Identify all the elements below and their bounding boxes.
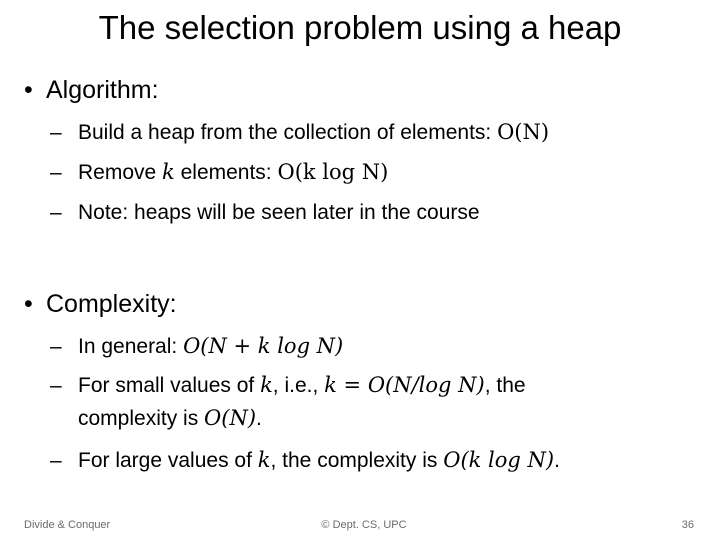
large-k-text: For large values of — [78, 449, 258, 472]
footer-left: Divide & Conquer — [24, 519, 111, 531]
small-k-math: k = O(N/log N) — [324, 373, 485, 397]
footer-center: © Dept. CS, UPC — [321, 519, 407, 531]
page-number: 36 — [681, 519, 694, 531]
sub-bullet-note — [50, 199, 480, 226]
sub-bullet-small-k — [50, 372, 526, 399]
var-k: k — [162, 160, 175, 184]
small-k-text-c: , the — [484, 374, 526, 397]
var-k: k — [257, 448, 271, 472]
bullet-algorithm — [24, 74, 159, 106]
heading-complexity: Complexity: — [46, 290, 177, 318]
bullet-dot: • — [24, 290, 33, 318]
dash: – — [50, 121, 62, 144]
large-k-math: O(k log N) — [443, 448, 555, 472]
note-text: Note: heaps will be seen later in the course — [78, 201, 480, 224]
large-k-text-c: . — [554, 449, 560, 472]
remove-text: Remove — [78, 161, 163, 184]
small-k-continuation — [78, 405, 262, 432]
sub-bullet-large-k — [50, 447, 560, 474]
dash: – — [50, 335, 62, 358]
small-k-text-b: , i.e., — [272, 374, 325, 397]
general-math: O(N + k log N) — [183, 334, 344, 358]
small-k-line2-text: complexity is — [78, 407, 205, 430]
slide-title: The selection problem using a heap — [98, 9, 622, 46]
dash: – — [50, 374, 62, 397]
bullet-complexity — [24, 288, 177, 320]
general-text: In general: — [78, 335, 184, 358]
build-heap-text: Build a heap from the collection of elements: — [78, 121, 498, 144]
build-heap-math: O(N) — [497, 120, 550, 144]
sub-bullet-build-heap — [50, 119, 549, 146]
large-k-text-b: , the complexity is — [270, 449, 444, 472]
small-k-line2-math: O(N) — [204, 406, 257, 430]
sub-bullet-general — [50, 333, 343, 360]
remove-math: O(k log N) — [277, 160, 389, 184]
small-k-line2-end: . — [256, 407, 262, 430]
sub-bullet-remove — [50, 159, 388, 186]
bullet-dot: • — [24, 76, 33, 104]
dash: – — [50, 201, 62, 224]
var-k: k — [260, 373, 273, 397]
remove-text-b: elements: — [174, 161, 278, 184]
dash: – — [50, 449, 62, 472]
small-k-text: For small values of — [78, 374, 261, 397]
dash: – — [50, 161, 62, 184]
heading-algorithm: Algorithm: — [46, 76, 159, 104]
